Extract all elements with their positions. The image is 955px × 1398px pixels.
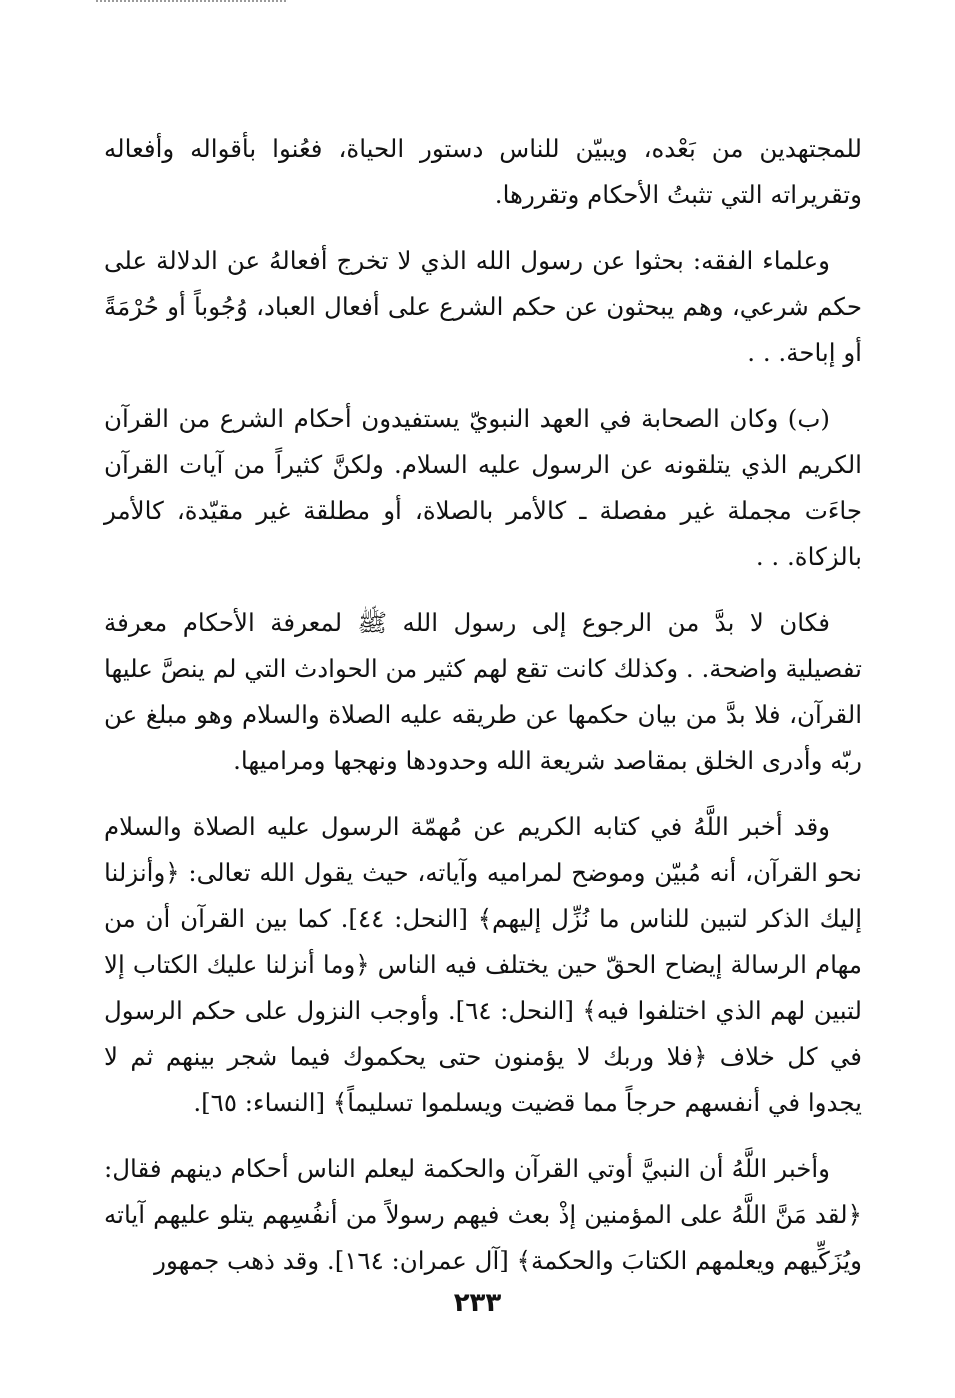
paragraph-2: وعلماء الفقه: بحثوا عن رسول الله الذي لا تخرج أفعالهُ عن الدلالة على حكم شرعي، وهم يبحثون عن حكم الشرع على أفعال العباد، وُجُوباً أو حُرْمَةً أو إباحة. . .	[104, 246, 862, 367]
paragraph-1: للمجتهدين من بَعْده، ويبيّن للناس دستور الحياة، فعُنوا بأقواله وأفعاله وتقريراته التي تثبتُ الأحكام وتقررها.	[104, 134, 862, 209]
paragraph-5: وقد أخبر اللَّهُ في كتابه الكريم عن مُهمّة الرسول عليه الصلاة والسلام نحو القرآن، أنه مُبيّن وموضح لمراميه وآياته، حيث يقول الله تعالى: ﴿وأنزلنا إليك الذكر لتبين للناس ما نُزِّل إليهم﴾ [النحل: ٤٤]. كما بين القرآن أن من مهام الرسالة إيضاح الحقّ حين يختلف فيه الناس ﴿وما أنزلنا عليك الكتاب إلا لتبين لهم الذي اختلفوا فيه﴾ [النحل: ٦٤]. وأوجب النزول على حكم الرسول في كل خلاف ﴿فلا وربك لا يؤمنون حتى يحكموك فيما شجر بينهم ثم لا يجدوا في أنفسهم حرجاً مما قضيت ويسلموا تسليماً﴾ [النساء: ٦٥].	[104, 812, 862, 1117]
paragraph-6: وأخبر اللَّهُ أن النبيَّ أوتي القرآن والحكمة ليعلم الناس أحكام دينهم فقال: ﴿لقد مَنَّ اللَّهُ على المؤمنين إذْ بعث فيهم رسولاً من أنفُسِهم يتلو عليهم آياته ويُزَكِّيهم ويعلمهم الكتابَ والحكمة﴾ [آل عمران: ١٦٤]. وقد ذهب جمهور	[104, 1154, 862, 1275]
page-number: ٢٣٣	[453, 1288, 502, 1318]
paragraph-3: (ب) وكان الصحابة في العهد النبويّ يستفيدون أحكام الشرع من القرآن الكريم الذي يتلقونه عن الرسول عليه السلام. ولكنَّ كثيراً من آيات القرآن جاءَت مجملة غير مفصلة ـ كالأمر بالصلاة، أو مطلقة غير مقيّدة، كالأمر بالزكاة. . .	[104, 404, 862, 571]
top-dotted-rule	[96, 0, 286, 6]
page-body	[104, 126, 862, 1304]
paragraph-4: فكان لا بدَّ من الرجوع إلى رسول الله ﷺ لمعرفة الأحكام معرفة تفصيلية واضحة. . وكذلك كانت تقع لهم كثير من الحوادث التي لم ينصَّ عليها القرآن، فلا بدَّ من بيان حكمها عن طريقه عليه الصلاة والسلام وهو مبلغ عن ربّه وأدرى الخلق بمقاصد شريعة الله وحدودها ونهجها ومراميها.	[104, 608, 862, 775]
